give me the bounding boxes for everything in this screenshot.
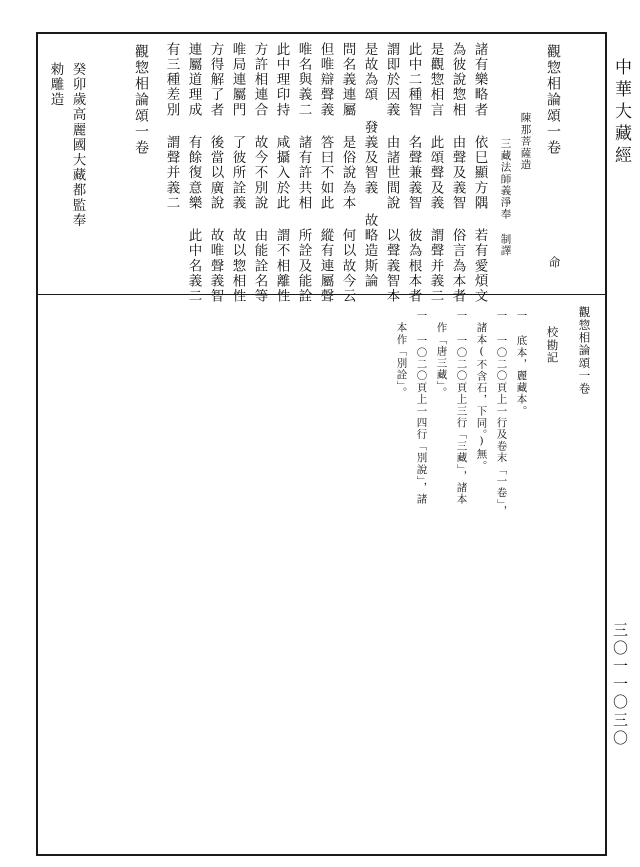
page-frame [36,32,607,856]
verse-line-13: 方得解了者 後當以廣說 故唯聲義智 [207,42,224,304]
note-line-6: 一 一〇二〇頁上一四行「別說」，諸 [415,310,428,506]
colophon-line-2: 勑雕造 [47,62,64,108]
page-mark: 命 [547,256,561,270]
colophon-line-1: 癸卯歲高麗國大藏都監奉 [69,62,86,229]
side-page-number [612,622,636,762]
verse-line-10: 此中理印持 咸攝入於此 謂不相離性 [273,42,290,304]
verse-line-7: 問名義連屬 是俗說為本 何以故今云 [339,42,356,304]
section-divider [38,294,605,295]
verse-line-4: 此中二種智 名聲兼義智 彼為根本者 [405,42,422,304]
verse-line-3: 是觀惣相言 此頌聲及義 謂聲并義二 [427,42,444,304]
translator-line: 三藏法師義淨奉 制譯 [499,138,512,257]
verse-line-9: 唯名與義二 諸有許共相 所詮及能詮 [295,42,312,304]
note-line-3: 諸本(不含石，下同。)無。 [475,322,488,472]
verse-line-8: 但唯辯聲義 答曰不如此 縱有連屬聲 [317,42,334,304]
footer-title: 觀惣相論頌一卷 [133,44,149,156]
verse-line-15: 有三種差別 謂聲并義二 [163,42,180,211]
note-line-2: 一 一〇二〇頁上一行及卷末「一卷」， [495,310,508,517]
notes-title: 觀惣相論頌一卷 [577,306,592,395]
sutra-title: 觀惣相論頌一卷 [545,44,561,156]
verse-line-14: 連屬道理成 有餘復意樂 此中名義二 [185,42,202,304]
verse-line-2: 為彼說惣相 由聲及義智 俗言為本者 [449,42,466,304]
note-line-4: 一 一〇二〇頁上三行「三藏」，諸本 [455,310,468,506]
verse-line-11: 方許相連合 故今不別說 由能詮名等 [251,42,268,304]
side-page-number-text: 三〇一一〇三〇 [611,622,629,748]
note-line-5: 作「唐三藏」。 [435,322,448,399]
verse-line-6: 是故為頌 發義及智義 故略造斯論 [361,42,378,289]
note-line-7: 本作「別詮」。 [395,322,408,399]
verse-line-1: 諸有樂略者 依巳顯方隅 若有愛煩文 [471,42,488,304]
side-title-text: 中華大藏經 [611,58,631,168]
note-line-1: 一 底本，麗藏本。 [515,310,528,417]
verse-line-5: 謂即於因義 由諸世間說 以聲義智本 [383,42,400,304]
side-title [612,58,636,178]
author-line: 陳那菩薩造 [519,112,532,171]
notes-subtitle: 校勘記 [545,326,560,365]
verse-line-12: 唯局連屬門 了彼所詮義 故以惣相性 [229,42,246,304]
